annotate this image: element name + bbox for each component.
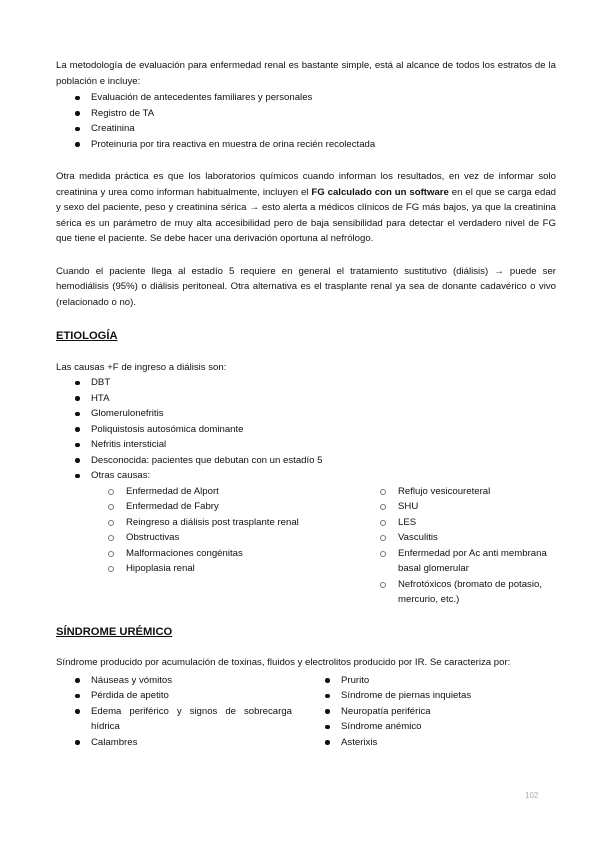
sublist-item: LES — [380, 515, 556, 531]
list-item: Poliquistosis autosómica dominante — [56, 422, 556, 438]
intro-paragraph: La metodología de evaluación para enfermedad renal es bastante simple, está al alcance de todos los estratos de la población e incluye: — [56, 60, 556, 87]
sublist-item: Reingreso a diálisis post trasplante renal — [108, 515, 306, 531]
otras-causas-columns — [56, 484, 556, 608]
page-number: 102 — [525, 791, 539, 800]
list-item: Evaluación de antecedentes familiares y personales — [56, 90, 556, 106]
otras-causas-left — [56, 484, 380, 608]
sublist-item: Enfermedad de Fabry — [108, 499, 380, 515]
page-content — [56, 58, 556, 750]
laboratory-paragraph — [56, 169, 556, 247]
sublist-item: Reflujo vesicoureteral — [380, 484, 556, 500]
list-item: Otras causas: — [56, 468, 556, 484]
list-item: Prurito — [306, 673, 556, 689]
etiologia-list — [56, 375, 556, 484]
sindrome-lead: Síndrome producido por acumulación de toxinas, fluidos y electrolitos producido por IR. Se caracteriza por: — [56, 657, 511, 668]
paragraph-text: Otra medida práctica es que los laboratorios químicos cuando informan los resultados, en vez de informar solo creatinina y urea como informan habitualmente, incluyen el — [56, 171, 556, 198]
paragraph-text: en el que se carga edad y sexo del paciente, peso y creatinina sérica → esto alerta a médicos clínicos de FG más bajos, ya que la creatinina sérica es un parámetro de muy alta accesibilidad pero de baja sensibilidad para detectar el verdadero nivel de FG que tiene el paciente. Se debe hacer una derivación oportuna al nefrólogo. — [56, 186, 557, 244]
intro-list — [56, 90, 556, 152]
list-item: Neuropatía periférica — [306, 704, 556, 720]
sublist-item: Nefrotóxicos (bromato de potasio, mercurio, etc.) — [380, 577, 556, 608]
list-item: Síndrome anémico — [306, 719, 556, 735]
sublist-item: Enfermedad de Alport — [108, 484, 380, 500]
list-item: Desconocida: pacientes que debutan con un estadío 5 — [56, 453, 556, 469]
sublist-item: Hipoplasia renal — [108, 561, 380, 577]
list-item: Pérdida de apetito — [56, 688, 306, 704]
etiologia-heading: ETIOLOGÍA — [56, 330, 118, 342]
list-item: Asterixis — [306, 735, 556, 751]
list-item: Nefritis intersticial — [56, 437, 556, 453]
list-item: Náuseas y vómitos — [56, 673, 306, 689]
list-item: Glomerulonefritis — [56, 406, 556, 422]
sublist — [380, 484, 556, 608]
etiologia-lead: Las causas +F de ingreso a diálisis son: — [56, 361, 227, 373]
sublist-item: Malformaciones congénitas — [108, 546, 380, 562]
bold-text: FG calculado con un software — [311, 186, 449, 198]
list-item: DBT — [56, 375, 556, 391]
sublist-item: Enfermedad por Ac anti membrana basal glomerular — [380, 546, 556, 577]
otras-causas-right — [380, 484, 556, 608]
sindrome-heading: SÍNDROME URÉMICO — [56, 625, 173, 638]
sindrome-columns — [56, 673, 556, 751]
list-item: Creatinina — [56, 121, 556, 137]
sindrome-left — [56, 673, 306, 751]
list-item: Síndrome de piernas inquietas — [306, 688, 556, 704]
list-item: Registro de TA — [56, 106, 556, 122]
stage5-paragraph: Cuando el paciente llega al estadío 5 requiere en general el tratamiento sustitutivo (diálisis) → puede ser hemodiálisis (95%) o diálisis peritoneal. Otra alternativa es el trasplante renal ya sea de donante cadavérico o vivo (relacionado o no). — [56, 265, 556, 308]
sindrome-list — [56, 673, 306, 751]
sublist — [108, 484, 380, 577]
sublist-item: SHU — [380, 499, 556, 515]
sindrome-right — [306, 673, 556, 751]
sublist-item: Vasculitis — [380, 530, 556, 546]
list-item: Proteinuria por tira reactiva en muestra de orina recién recolectada — [56, 137, 556, 153]
list-item: HTA — [56, 391, 556, 407]
sublist-item: Obstructivas — [108, 530, 380, 546]
list-item: Edema periférico y signos de sobrecarga hídrica — [56, 704, 306, 735]
list-item: Calambres — [56, 735, 306, 751]
sindrome-list — [306, 673, 556, 751]
